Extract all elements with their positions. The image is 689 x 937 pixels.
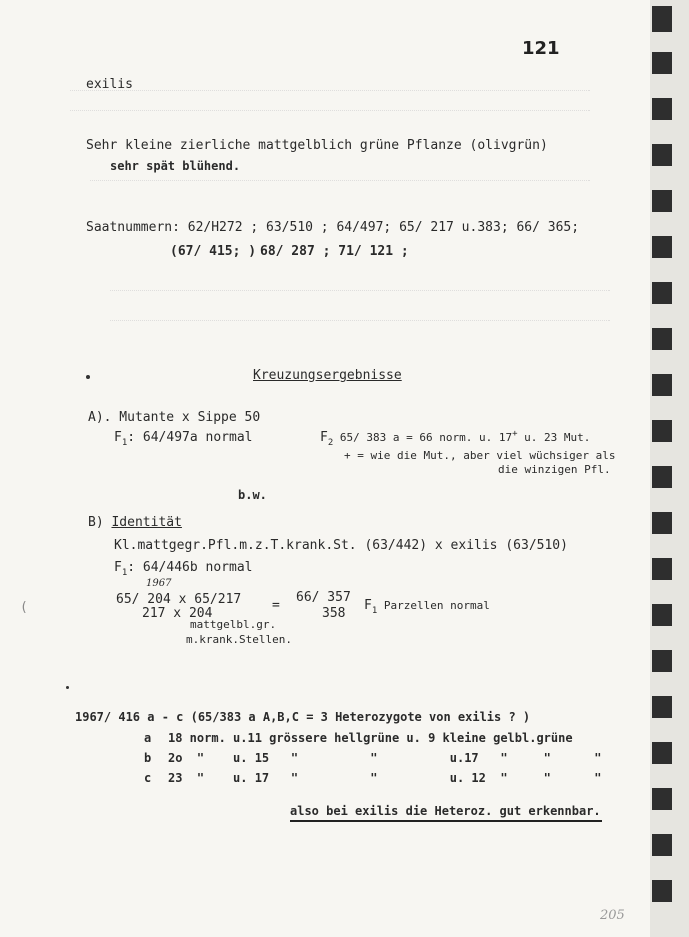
flowering-note: sehr spät blühend. xyxy=(110,159,241,173)
section-a-note-line-2: die winzigen Pfl. xyxy=(498,463,611,476)
binder-tab xyxy=(652,466,672,488)
binder-tab xyxy=(652,144,672,166)
binder-tab xyxy=(652,742,672,764)
section-b-label: B) Identität xyxy=(88,515,182,530)
species-title: exilis xyxy=(86,77,133,92)
binder-tab xyxy=(652,98,672,120)
results-header: 1967/ 416 a - c (65/383 a A,B,C = 3 Heterozygote von exilis ? ) xyxy=(75,710,531,724)
show-through-text xyxy=(70,110,590,121)
binder-tab xyxy=(652,880,672,902)
colour-note-1: mattgelbl.gr. xyxy=(190,618,277,631)
section-b-f1: $F_1$: 64/446b normal xyxy=(114,560,253,578)
section-a-f1: $F_1$: 64/497a normal xyxy=(114,430,253,448)
colour-note-2: m.krank.Stellen. xyxy=(186,633,292,646)
section-a-f2: $F_2$ 65/ 383 a = 66 norm. u. 17+ u. 23 Mut. xyxy=(320,429,591,448)
binder-tab xyxy=(652,52,672,74)
results-row-a-letter: a xyxy=(144,731,152,745)
seed-numbers-line-2b: 68/ 287 ; 71/ 121 ; xyxy=(260,244,409,259)
results-row-b-letter: b xyxy=(144,751,152,765)
conclusion: also bei exilis die Heteroz. gut erkennbar. xyxy=(290,804,601,818)
binder-tab xyxy=(652,420,672,442)
binder-tab xyxy=(652,834,672,856)
results-row-a: 18 norm. u.11 grössere hellgrüne u. 9 kleine gelbl.grüne xyxy=(168,731,573,745)
section-b-cross: Kl.mattgegr.Pfl.m.z.T.krank.St. (63/442) x exilis (63/510) xyxy=(114,538,568,553)
results-row-c-letter: c xyxy=(144,771,152,785)
turn-over-note: b.w. xyxy=(238,488,267,502)
binder-tab xyxy=(652,6,672,32)
plots-normal: $F_1$ Parzellen normal xyxy=(364,598,490,616)
show-through-text xyxy=(90,180,590,191)
binder-tab xyxy=(652,604,672,626)
cross-row-2: 217 x 204 xyxy=(142,606,213,621)
binder-tab xyxy=(652,696,672,718)
section-a-note-line-1: + = wie die Mut., aber viel wüchsiger als xyxy=(344,449,616,462)
binder-tab xyxy=(652,328,672,350)
conclusion-underline xyxy=(290,820,602,822)
binder-tab xyxy=(652,190,672,212)
binder-tab xyxy=(652,512,672,534)
page-number: 121 xyxy=(522,38,560,59)
results-row-b: 2o " u. 15 " " u.17 " " " xyxy=(168,751,602,765)
bullet-dot xyxy=(66,686,69,689)
binder-tab xyxy=(652,374,672,396)
handwritten-note: 1967 xyxy=(146,578,172,589)
results-row-c: 23 " u. 17 " " u. 12 " " " xyxy=(168,771,602,785)
result-row-2: 358 xyxy=(322,606,346,621)
binder-tab xyxy=(652,558,672,580)
result-row-1: 66/ 357 xyxy=(296,590,351,605)
seed-numbers-line-2a: (67/ 415; ) xyxy=(170,244,257,259)
show-through-text xyxy=(70,90,590,101)
binder-tab xyxy=(652,236,672,258)
show-through-text xyxy=(110,320,610,331)
show-through-text xyxy=(110,290,610,301)
plant-description: Sehr kleine zierliche mattgelblich grüne Pflanze (olivgrün) xyxy=(86,138,548,153)
margin-mark: ( xyxy=(20,600,28,615)
bullet-dot xyxy=(86,375,90,379)
seed-numbers-line-1: Saatnummern: 62/H272 ; 63/510 ; 64/497; 65/ 217 u.383; 66/ 365; xyxy=(86,220,580,235)
section-a-label: A). Mutante x Sippe 50 xyxy=(88,410,261,425)
binder-tab xyxy=(652,788,672,810)
equals-sign: = xyxy=(272,598,280,613)
section-heading: Kreuzungsergebnisse xyxy=(253,368,402,383)
binder-tab xyxy=(652,650,672,672)
binder-tab xyxy=(652,282,672,304)
cross-row-1: 65/ 204 x 65/217 xyxy=(116,592,242,607)
corner-note: 205 xyxy=(600,908,625,923)
